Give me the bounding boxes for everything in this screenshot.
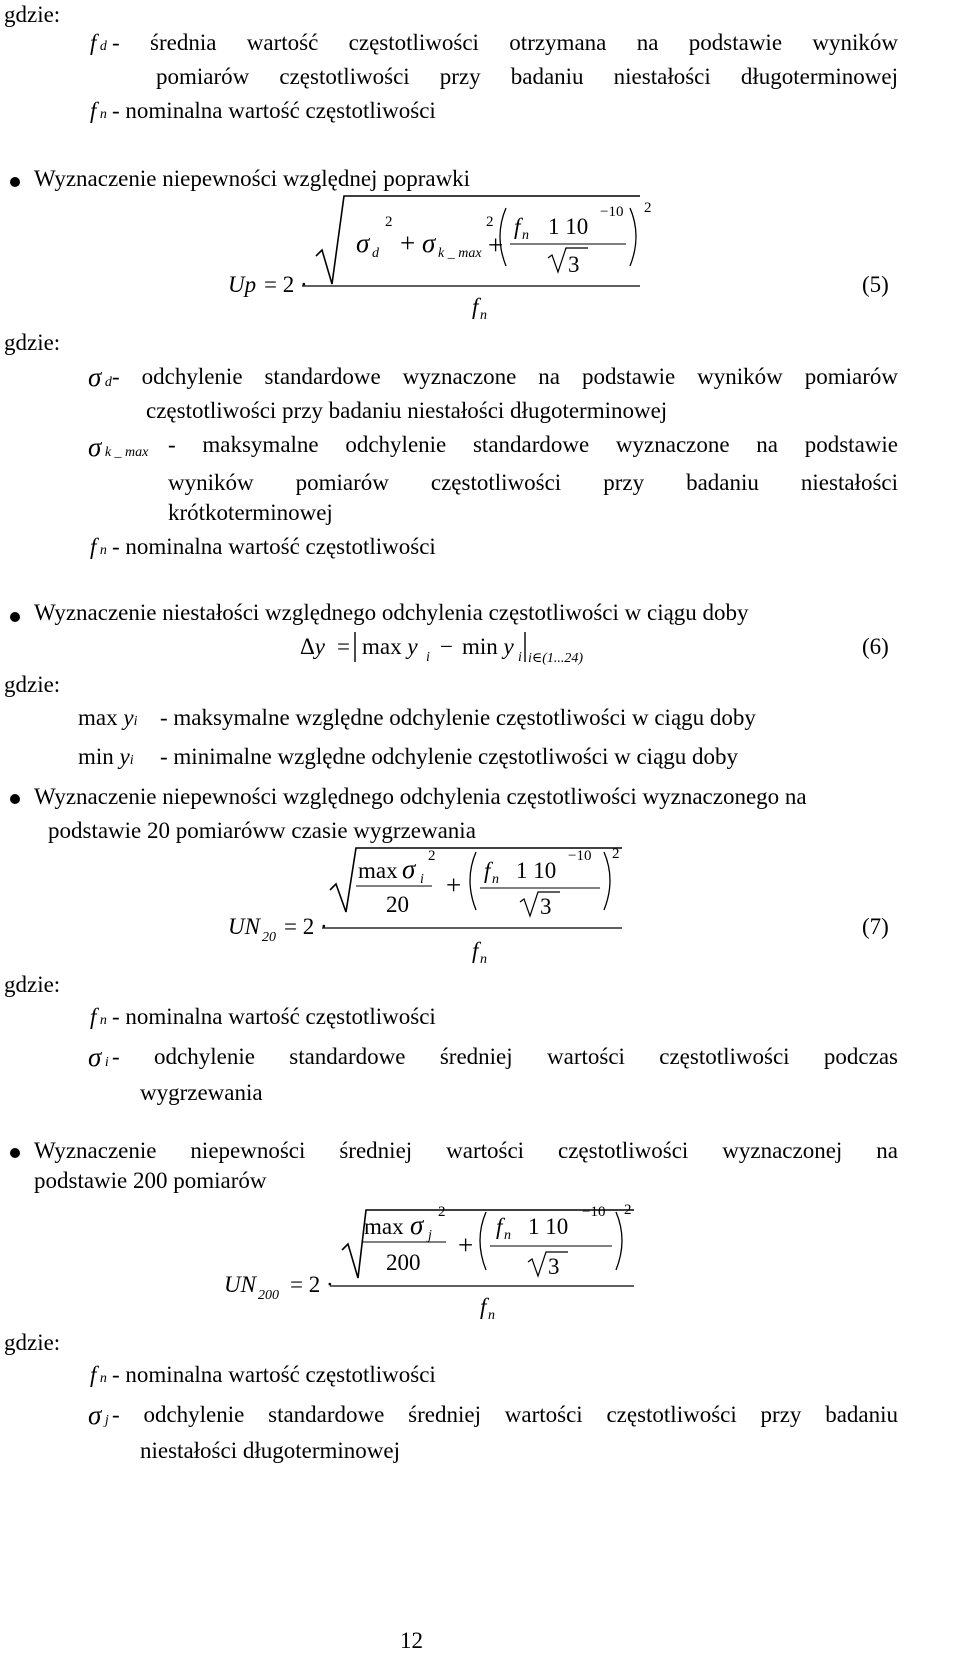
where-label-3: gdzie:: [4, 672, 61, 697]
symbol-max-yi: max yi: [78, 705, 138, 730]
section-title-warmup-uncertainty-1: Wyznaczenie niepewności względnego odchylenia częstotliwości wyznaczonego na: [34, 784, 807, 809]
max-yi-description: - maksymalne względne odchylenie częstotliwości w ciągu doby: [160, 705, 756, 730]
equation-7-number: (7): [862, 914, 889, 939]
bullet-icon: [10, 612, 20, 622]
sigma-k-description-line-1: - maksymalne odchylenie standardowe wyznaczone na podstawie: [168, 432, 898, 457]
symbol-fd: f d: [90, 30, 107, 55]
bullet-icon: [10, 177, 20, 187]
symbol-fn-3: f n: [90, 1004, 107, 1029]
fd-description-line-2: pomiarów częstotliwości przy badaniu niestałości długoterminowej: [156, 64, 898, 89]
section-title-relative-correction: Wyznaczenie niepewności względnej poprawki: [34, 166, 471, 191]
equation-5-number: (5): [862, 272, 889, 297]
where-label-4: gdzie:: [4, 972, 61, 997]
where-label-1: gdzie:: [4, 2, 61, 27]
sigma-d-description-line-2: częstotliwości przy badaniu niestałości długoterminowej: [146, 398, 668, 423]
fn-description-3: - nominalna wartość częstotliwości: [112, 1004, 436, 1029]
symbol-min-yi: min yi: [78, 744, 134, 769]
symbol-sigma-d: σ d: [88, 362, 112, 392]
section-title-daily-instability: Wyznaczenie niestałości względnego odchylenia częstotliwości w ciągu doby: [34, 600, 749, 625]
sigma-i-description-line-1: - odchylenie standardowe średniej wartości częstotliwości podczas: [112, 1044, 898, 1069]
section-title-mean-uncertainty-2: podstawie 200 pomiarów: [34, 1168, 267, 1193]
page-number: 12: [400, 1628, 423, 1653]
where-label-2: gdzie:: [4, 330, 61, 355]
sigma-i-description-line-2: wygrzewania: [140, 1080, 263, 1105]
bullet-icon: [10, 1148, 20, 1158]
symbol-sigma-i: σ i: [88, 1042, 109, 1072]
sigma-j-description-line-1: - odchylenie standardowe średniej wartości częstotliwości przy badaniu: [112, 1402, 898, 1427]
symbol-fn-4: f n: [90, 1362, 107, 1387]
fn-description-4: - nominalna wartość częstotliwości: [112, 1362, 436, 1387]
section-title-warmup-uncertainty-2: podstawie 20 pomiaróww czasie wygrzewania: [48, 818, 476, 843]
symbol-fn-2: f n: [90, 534, 107, 559]
fn-description-2: - nominalna wartość częstotliwości: [112, 534, 436, 559]
fd-description-line-1: - średnia wartość częstotliwości otrzymana na podstawie wyników: [112, 30, 898, 55]
symbol-sigma-j: σ j: [88, 1400, 109, 1430]
sigma-j-description-line-2: niestałości długoterminowej: [140, 1438, 400, 1463]
bullet-icon: [10, 794, 20, 804]
fn-description: - nominalna wartość częstotliwości: [112, 98, 436, 123]
sigma-k-description-line-2: wyników pomiarów częstotliwości przy badaniu niestałości: [168, 470, 898, 495]
symbol-fn: f n: [90, 98, 107, 123]
sigma-k-description-line-3: krótkoterminowej: [168, 500, 333, 525]
sigma-d-description-line-1: - odchylenie standardowe wyznaczone na podstawie wyników pomiarów: [112, 364, 898, 389]
symbol-sigma-k-max: σ k _ max: [88, 432, 149, 462]
min-yi-description: - minimalne względne odchylenie częstotliwości w ciągu doby: [160, 744, 739, 769]
section-title-mean-uncertainty-1: Wyznaczenie niepewności średniej wartości częstotliwości wyznaczonej na: [34, 1138, 898, 1163]
where-label-5: gdzie:: [4, 1330, 61, 1355]
equation-6-number: (6): [862, 634, 889, 659]
